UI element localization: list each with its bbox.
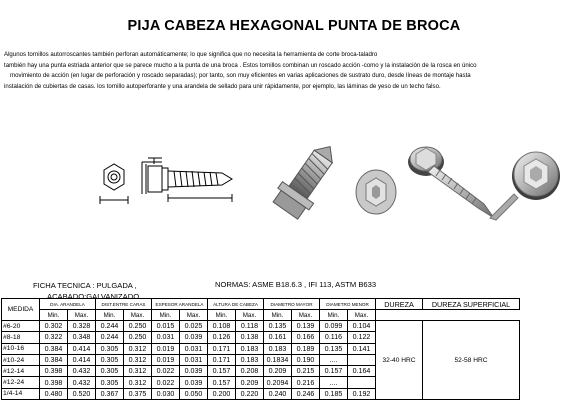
max-header: Max.: [68, 310, 96, 321]
value-cell: 0.215: [292, 366, 320, 377]
dureza-header: DUREZA: [376, 299, 423, 310]
page-title: PIJA CABEZA HEXAGONAL PUNTA DE BROCA: [127, 18, 461, 34]
description-line: instalación de cubiertas de casas. los tornillo autoperforante y una arandela de sellado para unir rápidamente, por ejemplo, las láminas de yeso de un techo falso.: [4, 82, 441, 90]
value-cell: 0.2094: [264, 377, 292, 388]
value-cell: 0.244: [96, 321, 124, 332]
value-cell: 0.161: [264, 332, 292, 343]
value-cell: 0.250: [124, 332, 152, 343]
max-header: Max.: [124, 310, 152, 321]
table-row: [2, 321, 520, 332]
value-cell: 0.171: [208, 343, 236, 354]
value-cell: 0.480: [40, 388, 68, 399]
ficha-line: FICHA TECNICA : PULGADA ,: [33, 281, 137, 290]
size-label: #12-24: [2, 377, 40, 388]
value-cell: 0.171: [208, 354, 236, 365]
value-cell: ....: [320, 354, 348, 365]
screw-photo-small: [268, 140, 414, 226]
value-cell: [348, 354, 376, 365]
value-cell: 0.432: [68, 366, 96, 377]
description-line: también hay una punta estriada anterior que se parece mucho a la punta de una broca . Estos tornillos combinan un roscado acción -como y la instalación de la rosca en único: [4, 61, 477, 69]
value-cell: 0.220: [236, 388, 264, 399]
group-header: DIAMETRO MENOR: [320, 299, 376, 310]
value-cell: 0.398: [40, 366, 68, 377]
value-cell: 0.1834: [264, 354, 292, 365]
value-cell: 0.126: [208, 332, 236, 343]
value-cell: 0.139: [292, 321, 320, 332]
size-label: #10-24: [2, 354, 40, 365]
max-header: Max.: [180, 310, 208, 321]
value-cell: 0.185: [320, 388, 348, 399]
size-label: #12-14: [2, 366, 40, 377]
value-cell: 0.025: [180, 321, 208, 332]
medida-header: MEDIDA: [2, 299, 40, 321]
size-label: 1/4-14: [2, 388, 40, 399]
group-header: DIA. ARANDELA: [40, 299, 96, 310]
group-header: DIST.ENTRE CARAS: [96, 299, 152, 310]
value-cell: 0.305: [96, 343, 124, 354]
value-cell: 0.138: [236, 332, 264, 343]
value-cell: 0.031: [180, 354, 208, 365]
value-cell: 0.414: [68, 354, 96, 365]
value-cell: 0.157: [208, 366, 236, 377]
value-cell: 0.305: [96, 366, 124, 377]
description: [4, 50, 576, 92]
value-cell: 0.208: [236, 366, 264, 377]
description-line: movimiento de acción (en lugar de perforación y roscado separadas); por tanto, son muy eficientes en varias aplicaciones de sustrato duro, desde líneas de montaje hasta: [10, 72, 471, 80]
value-cell: 0.039: [180, 366, 208, 377]
value-cell: 0.099: [320, 321, 348, 332]
value-cell: 0.384: [40, 343, 68, 354]
value-cell: 0.019: [152, 343, 180, 354]
value-cell: 0.305: [96, 377, 124, 388]
value-cell: 0.157: [320, 366, 348, 377]
value-cell: 0.322: [40, 332, 68, 343]
value-cell: 0.135: [320, 343, 348, 354]
value-cell: 0.348: [68, 332, 96, 343]
value-cell: 0.122: [348, 332, 376, 343]
value-cell: 0.216: [292, 377, 320, 388]
description-line: Algunos tornillos autorroscantes también perforan automáticamente; lo que significa que no necesita la herramienta de corte broca-taladro: [4, 51, 378, 58]
value-cell: 0.015: [152, 321, 180, 332]
min-header: Min.: [96, 310, 124, 321]
group-header: ALTURA DE CABEZA: [208, 299, 264, 310]
value-cell: 0.183: [264, 343, 292, 354]
value-cell: 0.019: [152, 354, 180, 365]
min-header: Min.: [40, 310, 68, 321]
value-cell: [348, 377, 376, 388]
value-cell: 0.302: [40, 321, 68, 332]
value-cell: 0.141: [348, 343, 376, 354]
value-cell: 0.164: [348, 366, 376, 377]
dureza-superficial-value: 52-58 HRC: [423, 321, 520, 400]
value-cell: 0.192: [348, 388, 376, 399]
value-cell: 0.166: [292, 332, 320, 343]
value-cell: 0.183: [236, 354, 264, 365]
min-header: Min.: [208, 310, 236, 321]
table-header-row: [2, 299, 520, 310]
value-cell: 0.209: [236, 377, 264, 388]
value-cell: 0.312: [124, 343, 152, 354]
value-cell: 0.118: [236, 321, 264, 332]
value-cell: 0.031: [180, 343, 208, 354]
group-header: DIAMETRO MAYOR: [264, 299, 320, 310]
max-header: Max.: [292, 310, 320, 321]
min-header: Min.: [264, 310, 292, 321]
value-cell: 0.190: [292, 354, 320, 365]
value-cell: 0.189: [292, 343, 320, 354]
min-header: Min.: [320, 310, 348, 321]
value-cell: 0.305: [96, 354, 124, 365]
value-cell: 0.022: [152, 366, 180, 377]
value-cell: 0.250: [124, 321, 152, 332]
value-cell: 0.312: [124, 354, 152, 365]
table-subheader-row: [2, 310, 520, 321]
value-cell: 0.432: [68, 377, 96, 388]
max-header: Max.: [236, 310, 264, 321]
value-cell: 0.104: [348, 321, 376, 332]
value-cell: 0.022: [152, 377, 180, 388]
value-cell: 0.116: [320, 332, 348, 343]
value-cell: 0.135: [264, 321, 292, 332]
value-cell: 0.244: [96, 332, 124, 343]
value-cell: 0.328: [68, 321, 96, 332]
value-cell: 0.209: [264, 366, 292, 377]
value-cell: ....: [320, 377, 348, 388]
value-cell: 0.246: [292, 388, 320, 399]
group-header: ESPESOR ARANDELA: [152, 299, 208, 310]
value-cell: 0.520: [68, 388, 96, 399]
dureza-superficial-header: DUREZA SUPERFICIAL: [423, 299, 520, 310]
technical-drawing: [84, 152, 252, 222]
value-cell: 0.200: [208, 388, 236, 399]
value-cell: 0.050: [180, 388, 208, 399]
value-cell: 0.030: [152, 388, 180, 399]
size-label: #6-20: [2, 321, 40, 332]
size-label: #10-16: [2, 343, 40, 354]
value-cell: 0.312: [124, 366, 152, 377]
value-cell: 0.384: [40, 354, 68, 365]
spec-table: [1, 298, 520, 400]
value-cell: 0.031: [152, 332, 180, 343]
max-header: Max.: [348, 310, 376, 321]
value-cell: 0.183: [236, 343, 264, 354]
finish-line: ACABADO:GALVANIZADO: [47, 292, 140, 301]
value-cell: 0.367: [96, 388, 124, 399]
value-cell: 0.039: [180, 332, 208, 343]
value-cell: 0.414: [68, 343, 96, 354]
dureza-value: 32-40 HRC: [376, 321, 423, 400]
value-cell: 0.039: [180, 377, 208, 388]
value-cell: 0.375: [124, 388, 152, 399]
value-cell: 0.108: [208, 321, 236, 332]
standards-label: NORMAS: ASME B18.6.3 , IFI 113, ASTM B633: [215, 280, 377, 289]
value-cell: 0.398: [40, 377, 68, 388]
min-header: Min.: [152, 310, 180, 321]
size-label: #8-18: [2, 332, 40, 343]
value-cell: 0.157: [208, 377, 236, 388]
screw-photo-large: [400, 136, 584, 230]
value-cell: 0.312: [124, 377, 152, 388]
value-cell: 0.240: [264, 388, 292, 399]
